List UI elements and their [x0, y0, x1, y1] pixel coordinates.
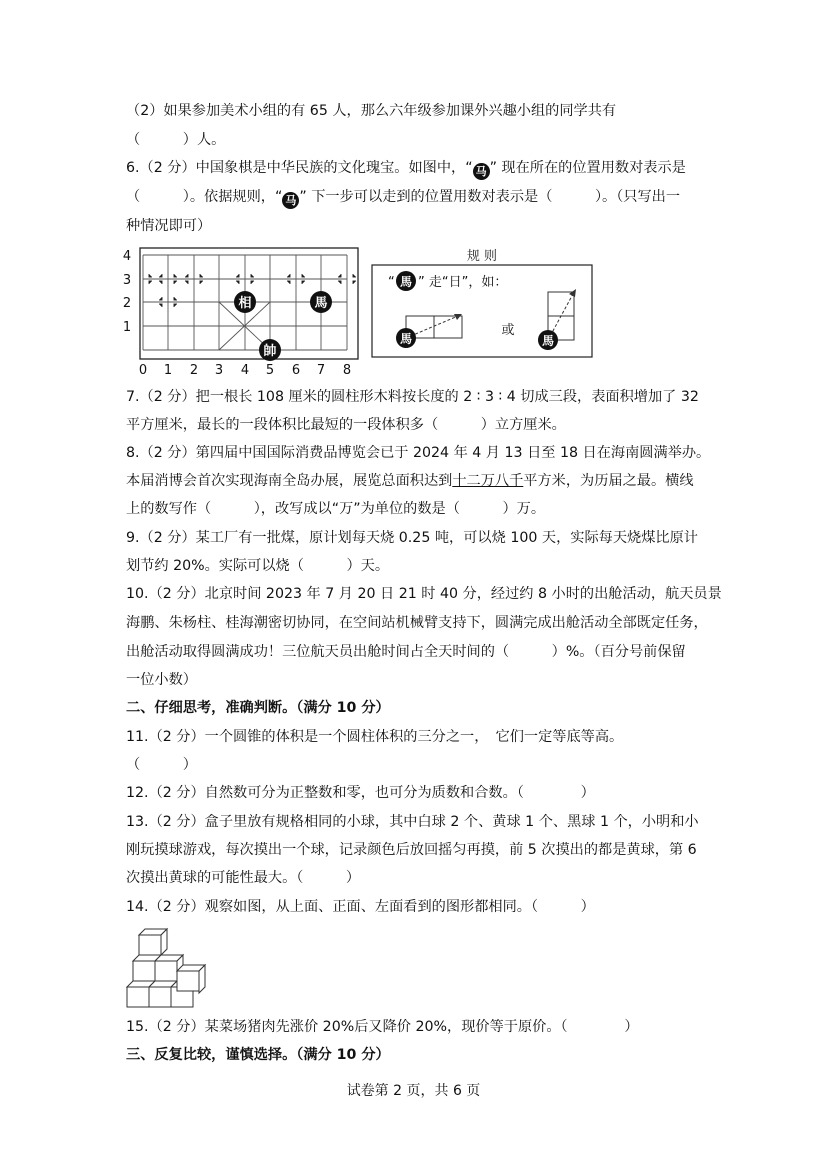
horse-piece-icon: 馬 — [399, 332, 413, 346]
q5-sub2-line2: （ ）人。 — [126, 132, 226, 148]
y-label: 1 — [122, 320, 132, 335]
q13-line3: 次摸出黄球的可能性最大。（ ） — [126, 870, 361, 886]
q10-line2: 海鹏、朱杨柱、桂海潮密切协同，在空间站机械臂支持下，圆满完成出舱活动全部既定任务， — [126, 615, 708, 631]
q7-line2: 平方厘米，最长的一段体积比最短的一段体积多（ ）立方厘米。 — [126, 417, 566, 433]
q9-line1: 9.（2 分）某工厂有一批煤，原计划每天烧 0.25 吨，可以烧 100 天，实际每天烧煤比原计 — [126, 530, 698, 546]
x-label: 4 — [240, 363, 250, 378]
q10-line1: 10.（2 分）北京时间 2023 年 7 月 20 日 21 时 40 分，经过约 8 小时的出舱活动，航天员景 — [126, 586, 722, 602]
page-footer: 试卷第 2 页，共 6 页 — [346, 1083, 481, 1099]
horse-piece-icon: 馬 — [541, 334, 555, 348]
q6-line2-b: ” 下一步可以走到的位置用数对表示是（ ）。（只写出一 — [299, 189, 681, 205]
x-label: 8 — [342, 363, 352, 378]
section-2-heading: 二、仔细思考，准确判断。（满分 10 分） — [126, 700, 390, 716]
y-label: 3 — [122, 273, 132, 288]
x-label: 5 — [265, 363, 275, 378]
q8-line2-a: 本届消博会首次实现海南全岛办展，展览总面积达到 — [126, 473, 453, 489]
q10-line3: 出舱活动取得圆满成功！三位航天员出舱时间占全天时间的（ ）%。（百分号前保留 — [126, 644, 686, 660]
q10-line4: 一位小数） — [126, 672, 197, 688]
cube-stack-figure — [122, 925, 212, 1010]
q14: 14.（2 分）观察如图，从上面、正面、左面看到的图形都相同。（ ） — [126, 899, 595, 915]
horse-piece-icon: 马 — [473, 163, 490, 180]
q9-line2: 划节约 20%。实际可以烧（ ）天。 — [126, 558, 390, 574]
q5-sub2-line1: （2）如果参加美术小组的有 65 人，那么六年级参加课外兴趣小组的同学共有 — [126, 103, 617, 119]
x-label: 6 — [291, 363, 301, 378]
x-label: 1 — [163, 363, 173, 378]
q11-line1: 11.（2 分）一个圆锥的体积是一个圆柱体积的三分之一， 它们一定等底等高。 — [126, 729, 624, 745]
horse-piece-icon: 马 — [282, 192, 299, 209]
q6-line2-a: （ ）。依据规则，“ — [126, 189, 283, 205]
x-label: 2 — [189, 363, 199, 378]
rule-or: 或 — [501, 323, 515, 338]
q8-line2-b: 平方米，为历届之最。横线 — [523, 473, 694, 489]
q15: 15.（2 分）某菜场猪肉先涨价 20%后又降价 20%，现价等于原价。（ ） — [126, 1019, 639, 1035]
q12: 12.（2 分）自然数可分为正整数和零，也可分为质数和合数。（ ） — [126, 785, 595, 801]
piece-shuai: 帥 — [263, 344, 277, 359]
piece-ma: 馬 — [314, 296, 328, 311]
piece-xiang: 相 — [238, 296, 252, 311]
rule-title: 规 则 — [466, 249, 498, 264]
rule-text-a: “ — [388, 275, 395, 290]
y-label: 4 — [122, 249, 132, 264]
q6-line1-a: 6.（2 分）中国象棋是中华民族的文化瑰宝。如图中，“ — [126, 160, 473, 176]
y-label: 2 — [122, 296, 132, 311]
q8-line1: 8.（2 分）第四届中国国际消费品博览会已于 2024 年 4 月 13 日至 18 日在海南圆满举办。 — [126, 445, 711, 461]
x-label: 7 — [316, 363, 326, 378]
rule-figure — [370, 244, 595, 360]
rule-text-b: ” 走“日”，如： — [418, 275, 508, 290]
section-3-heading: 三、反复比较，谨慎选择。（满分 10 分） — [126, 1047, 390, 1063]
x-label: 0 — [138, 363, 148, 378]
x-label: 3 — [214, 363, 224, 378]
q6-line1 — [126, 158, 686, 180]
q8-underlined-number: 十二万八千 — [452, 473, 524, 489]
q6-line1-b: ” 现在所在的位置用数对表示是 — [489, 160, 686, 176]
q6-line3: 种情况即可） — [126, 218, 212, 234]
q11-line2: （ ） — [126, 757, 197, 773]
q13-line1: 13.（2 分）盒子里放有规格相同的小球，其中白球 2 个、黄球 1 个、黑球 1 个，小明和小 — [126, 814, 699, 830]
q8-line2 — [126, 471, 694, 491]
q6-line2 — [126, 187, 680, 209]
rule-piece-icon: 馬 — [399, 275, 413, 289]
q13-line2: 刚玩摸球游戏，每次摸出一个球，记录颜色后放回摇匀再摸，前 5 次摸出的都是黄球，第 6 — [126, 842, 697, 858]
q7-line1: 7.（2 分）把一根长 108 厘米的圆柱形木料按长度的 2 ∶ 3 ∶ 4 切成三段，表面积增加了 32 — [126, 389, 699, 405]
q8-line3: 上的数写作（ ），改写成以“万”为单位的数是（ ）万。 — [126, 501, 546, 517]
chess-board-figure — [118, 244, 368, 378]
